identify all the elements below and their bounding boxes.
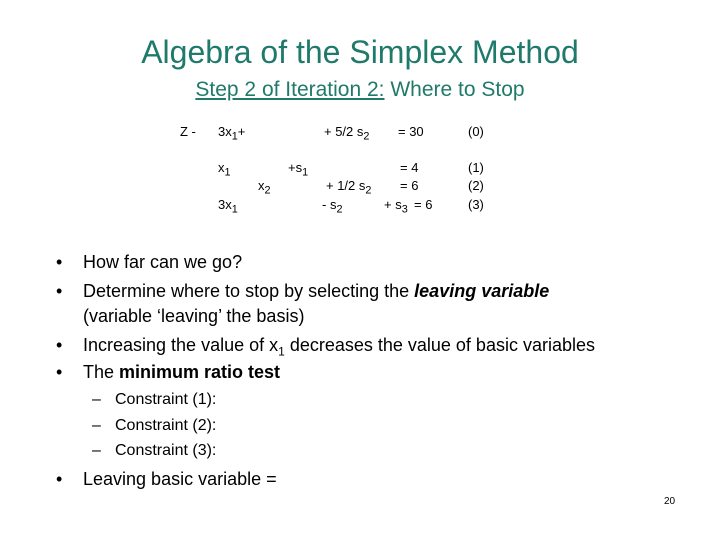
- eq2-s2: + 1/2 $s_2$: [326, 178, 372, 197]
- eq1-number: (1): [468, 160, 484, 175]
- eq3-s2: - $s_2$: [322, 197, 343, 216]
- page-number: 20: [664, 496, 676, 507]
- eq1-rhs: = 4: [400, 160, 419, 175]
- min-ratio-test-term: minimum ratio test: [119, 362, 281, 382]
- eq0-number: (0): [468, 124, 484, 139]
- bullet-leaving-variable-cont: (variable ‘leaving’ the basis): [83, 306, 305, 326]
- eq2-rhs: = 6: [400, 178, 419, 193]
- subtitle-rest: Where to Stop: [384, 78, 525, 101]
- bullet-dot: •: [56, 362, 63, 382]
- bullet-dot: •: [56, 469, 63, 489]
- eq3-rhs: = 6: [414, 197, 433, 212]
- subtitle-step-label: Step 2 of Iteration 2:: [195, 78, 385, 101]
- bullet-how-far: How far can we go?: [83, 252, 243, 272]
- bullet-leaving-variable: Determine where to stop by selecting the leaving variable: [83, 281, 550, 301]
- eq0-rhs: = 30: [398, 124, 424, 139]
- slide-title: Algebra of the Simplex Method: [141, 34, 579, 70]
- bullet-min-ratio-test: The minimum ratio test: [83, 362, 281, 382]
- eq2-number: (2): [468, 178, 484, 193]
- sub-bullet-constraint-3: Constraint (3):: [115, 442, 217, 459]
- bullet-increasing-x1: Increasing the value of $x_1$ decreases the value of basic variables: [83, 335, 595, 359]
- leaving-variable-term: leaving variable: [414, 281, 550, 301]
- eq3-s3: + $s_3$: [384, 197, 408, 216]
- eq0-x1: $3x_1+$: [218, 124, 246, 143]
- eq0-z: Z -: [180, 124, 196, 139]
- eq3-x1: $3x_1$: [218, 197, 238, 216]
- sub-bullet-constraint-1: Constraint (1):: [115, 391, 217, 408]
- eq1-s1: $+s_1$: [288, 160, 309, 179]
- bullet-dot: •: [56, 281, 63, 301]
- bullet-leaving-basic-variable: Leaving basic variable =: [83, 469, 277, 489]
- sub-bullet-dash: –: [92, 417, 101, 434]
- eq1-x1: $x_1$: [218, 160, 231, 179]
- bullet-dot: •: [56, 335, 63, 355]
- bullet-dot: •: [56, 252, 63, 272]
- eq3-number: (3): [468, 197, 484, 212]
- sub-bullet-constraint-2: Constraint (2):: [115, 417, 217, 434]
- eq2-x2: $x_2$: [258, 178, 271, 197]
- sub-bullet-dash: –: [92, 442, 101, 459]
- slide-subtitle: [0, 78, 720, 102]
- sub-bullet-dash: –: [92, 391, 101, 408]
- eq0-s2: + 5/2 $s_2$: [324, 124, 370, 143]
